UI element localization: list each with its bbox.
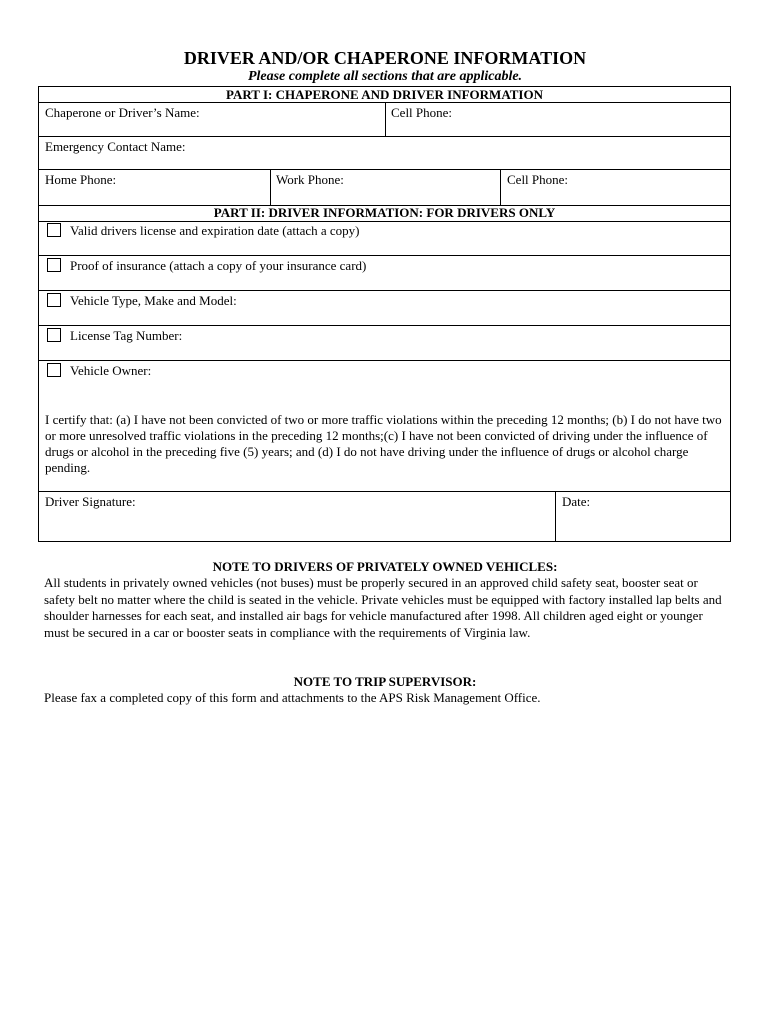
drivers-note-body: All students in privately owned vehicles (not buses) must be properly secured in an approved child safety seat, booster seat or safety belt no matter where the child is seated in the vehicle. Private vehicles must be equipped with factory installed lap belts and shoulder harnesses for each seat, and installed air bags for vehicle manufactured after 1998. All children aged eight or younger must be secured in a car or booster seats in compliance with the requirements of Virginia law. — [44, 575, 722, 640]
license-tag-label: License Tag Number: — [70, 328, 183, 343]
certification-statement: I certify that: (a) I have not been convicted of two or more traffic violations within the preceding 12 months; (b) I do not have two or more unresolved traffic violations in the preceding 12 months;(c) I have not been convicted of driving under the influence of drugs or alcohol in the preceding five (5) years; and (d) I do not have driving under the influence of drugs or alcohol charge pending. — [45, 412, 722, 475]
insurance-checkbox[interactable] — [47, 258, 61, 272]
part1-heading: PART I: CHAPERONE AND DRIVER INFORMATION — [226, 87, 543, 102]
divider — [39, 360, 730, 361]
vehicle-owner-checkbox[interactable] — [47, 363, 61, 377]
supervisor-note-heading: NOTE TO TRIP SUPERVISOR: — [293, 674, 477, 689]
emergency-contact-label: Emergency Contact Name: — [45, 139, 186, 154]
part2-heading: PART II: DRIVER INFORMATION: FOR DRIVERS ONLY — [213, 205, 556, 220]
vehicle-type-label: Vehicle Type, Make and Model: — [70, 293, 237, 308]
cell-phone-label: Cell Phone: — [391, 105, 453, 120]
divider — [39, 325, 730, 326]
cell-phone-2-label: Cell Phone: — [507, 172, 569, 187]
vehicle-owner-label: Vehicle Owner: — [70, 363, 152, 378]
name-label: Chaperone or Driver’s Name: — [45, 105, 200, 120]
drivers-note-heading: NOTE TO DRIVERS OF PRIVATELY OWNED VEHICLES: — [212, 559, 558, 574]
driver-signature-label: Driver Signature: — [45, 494, 136, 509]
divider — [39, 221, 730, 222]
home-phone-label: Home Phone: — [45, 172, 117, 187]
divider — [500, 169, 501, 205]
divider — [39, 290, 730, 291]
divider — [39, 255, 730, 256]
license-item-label: Valid drivers license and expiration date (attach a copy) — [70, 223, 360, 238]
divider — [39, 491, 730, 492]
divider — [270, 169, 271, 205]
license-checkbox[interactable] — [47, 223, 61, 237]
divider — [385, 102, 386, 136]
divider — [555, 491, 556, 542]
divider — [39, 136, 730, 137]
form-subtitle: Please complete all sections that are applicable. — [247, 69, 523, 84]
license-tag-checkbox[interactable] — [47, 328, 61, 342]
vehicle-type-checkbox[interactable] — [47, 293, 61, 307]
work-phone-label: Work Phone: — [276, 172, 344, 187]
date-label: Date: — [562, 494, 591, 509]
information-form — [38, 86, 731, 542]
insurance-item-label: Proof of insurance (attach a copy of your insurance card) — [70, 258, 367, 273]
form-title: DRIVER AND/OR CHAPERONE INFORMATION — [183, 48, 587, 68]
supervisor-note-body: Please fax a completed copy of this form and attachments to the APS Risk Management Office. — [44, 690, 541, 705]
divider — [39, 169, 730, 170]
